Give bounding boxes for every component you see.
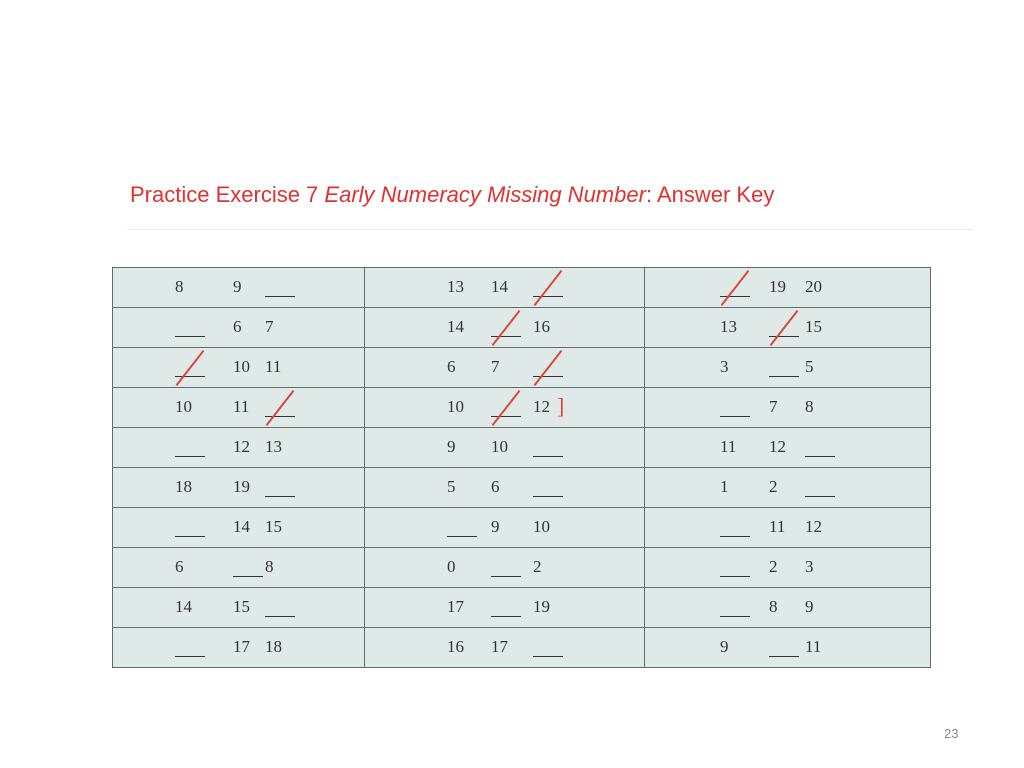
- answer-blank: [491, 576, 521, 577]
- title-prefix: Practice Exercise 7: [130, 182, 325, 207]
- answer-blank: [769, 376, 799, 377]
- table-cell: [113, 548, 365, 588]
- table-cell: [113, 348, 365, 388]
- sequence-cell: [113, 308, 364, 347]
- sequence-cell: [113, 348, 364, 387]
- table-cell: [645, 508, 931, 548]
- answer-blank: [769, 336, 799, 337]
- title-divider: [127, 229, 973, 230]
- sequence-number: 13: [265, 436, 282, 456]
- sequence-number: 10: [175, 396, 192, 416]
- answer-blank: [491, 336, 521, 337]
- answer-blank: [175, 456, 205, 457]
- correction-slash-mark: [721, 270, 750, 306]
- sequence-number: 9: [447, 436, 456, 456]
- table-cell: [645, 388, 931, 428]
- sequence-number: 10: [233, 356, 250, 376]
- sequence-number: 17: [233, 636, 250, 656]
- sequence-number: 14: [175, 596, 192, 616]
- answer-blank: [175, 656, 205, 657]
- sequence-number: 3: [805, 556, 814, 576]
- sequence-cell: [365, 468, 644, 507]
- table-row: [113, 508, 931, 548]
- sequence-cell: [645, 508, 930, 547]
- answer-blank: [720, 416, 750, 417]
- correction-slash-mark: [492, 390, 521, 426]
- sequence-number: 10: [491, 436, 508, 456]
- sequence-number: 11: [233, 396, 250, 416]
- answer-blank: [533, 456, 563, 457]
- table-cell: [645, 348, 931, 388]
- correction-slash-mark: [534, 350, 563, 386]
- sequence-cell: [365, 548, 644, 587]
- sequence-cell: [645, 588, 930, 627]
- sequence-number: 19: [533, 596, 550, 616]
- title-suffix: : Answer Key: [645, 182, 775, 207]
- table-row: [113, 548, 931, 588]
- sequence-number: 10: [533, 516, 550, 536]
- sequence-number: 15: [805, 316, 822, 336]
- answer-blank: [265, 496, 295, 497]
- table-cell: [113, 388, 365, 428]
- correction-slash-mark: [176, 350, 205, 386]
- sequence-number: 10: [447, 396, 464, 416]
- sequence-number: 6: [175, 556, 184, 576]
- sequence-number: 12: [533, 396, 550, 416]
- sequence-number: 7: [491, 356, 500, 376]
- sequence-number: 1: [720, 476, 729, 496]
- sequence-number: 12: [805, 516, 822, 536]
- answer-blank: [805, 456, 835, 457]
- title-italic: Early Numeracy Missing Number: [324, 182, 646, 207]
- table-cell: [113, 268, 365, 308]
- answer-blank: [533, 656, 563, 657]
- slide-title: [130, 182, 774, 208]
- table-cell: [365, 388, 645, 428]
- sequence-number: 5: [805, 356, 814, 376]
- sequence-number: 0: [447, 556, 456, 576]
- sequence-cell: [645, 308, 930, 347]
- sequence-number: 9: [805, 596, 814, 616]
- sequence-number: 18: [175, 476, 192, 496]
- sequence-number: 2: [769, 476, 778, 496]
- sequence-number: 7: [265, 316, 274, 336]
- answer-blank: [769, 656, 799, 657]
- table-row: [113, 628, 931, 668]
- sequence-cell: [113, 628, 364, 667]
- sequence-cell: [365, 588, 644, 627]
- table-row: [113, 428, 931, 468]
- sequence-number: 8: [805, 396, 814, 416]
- sequence-number: 17: [447, 596, 464, 616]
- sequence-cell: [645, 468, 930, 507]
- table-cell: [645, 308, 931, 348]
- sequence-number: 12: [769, 436, 786, 456]
- answer-blank: [265, 296, 295, 297]
- sequence-number: 19: [769, 276, 786, 296]
- table-cell: [113, 508, 365, 548]
- sequence-number: 8: [175, 276, 184, 296]
- answer-blank: [447, 536, 477, 537]
- answer-blank: [265, 616, 295, 617]
- sequence-cell: [365, 628, 644, 667]
- sequence-cell: [113, 268, 364, 307]
- page-number: 23: [944, 726, 959, 741]
- table-cell: [113, 308, 365, 348]
- sequence-number: 3: [720, 356, 729, 376]
- table-cell: [365, 548, 645, 588]
- table-cell: [365, 348, 645, 388]
- answer-blank: [805, 496, 835, 497]
- table-cell: [365, 588, 645, 628]
- sequence-number: 15: [265, 516, 282, 536]
- sequence-cell: [113, 388, 364, 427]
- answer-blank: [265, 416, 295, 417]
- answer-key-body: [113, 268, 931, 668]
- answer-blank: [175, 376, 205, 377]
- sequence-cell: [365, 388, 644, 427]
- answer-blank: [175, 336, 205, 337]
- table-cell: [365, 628, 645, 668]
- sequence-cell: [365, 508, 644, 547]
- answer-blank: [233, 576, 263, 577]
- answer-blank: [720, 536, 750, 537]
- table-row: [113, 388, 931, 428]
- sequence-number: 6: [233, 316, 242, 336]
- sequence-number: 9: [720, 636, 729, 656]
- sequence-cell: [645, 628, 930, 667]
- correction-bracket-mark: ]: [557, 393, 565, 419]
- sequence-number: 11: [805, 636, 822, 656]
- answer-blank: [491, 416, 521, 417]
- table-row: [113, 308, 931, 348]
- sequence-number: 2: [533, 556, 542, 576]
- sequence-number: 11: [265, 356, 282, 376]
- answer-blank: [533, 376, 563, 377]
- sequence-number: 16: [533, 316, 550, 336]
- sequence-number: 19: [233, 476, 250, 496]
- sequence-number: 13: [720, 316, 737, 336]
- answer-blank: [720, 296, 750, 297]
- table-cell: [645, 588, 931, 628]
- sequence-cell: [645, 348, 930, 387]
- sequence-cell: [645, 548, 930, 587]
- sequence-number: 17: [491, 636, 508, 656]
- sequence-cell: [113, 468, 364, 507]
- table-cell: [365, 428, 645, 468]
- sequence-number: 6: [491, 476, 500, 496]
- table-cell: [645, 628, 931, 668]
- table-cell: [645, 268, 931, 308]
- answer-blank: [491, 616, 521, 617]
- sequence-cell: [645, 428, 930, 467]
- sequence-number: 14: [233, 516, 250, 536]
- table-cell: [365, 468, 645, 508]
- answer-key-table: [112, 267, 931, 668]
- sequence-number: 18: [265, 636, 282, 656]
- table-cell: [113, 588, 365, 628]
- correction-slash-mark: [492, 310, 521, 346]
- sequence-number: 11: [769, 516, 786, 536]
- sequence-number: 8: [769, 596, 778, 616]
- sequence-number: 16: [447, 636, 464, 656]
- answer-blank: [533, 496, 563, 497]
- sequence-number: 11: [720, 436, 737, 456]
- sequence-number: 14: [491, 276, 508, 296]
- sequence-number: 14: [447, 316, 464, 336]
- sequence-cell: [113, 588, 364, 627]
- sequence-cell: [645, 388, 930, 427]
- sequence-cell: [365, 268, 644, 307]
- sequence-number: 6: [447, 356, 456, 376]
- answer-blank: [720, 616, 750, 617]
- table-row: [113, 468, 931, 508]
- correction-slash-mark: [770, 310, 799, 346]
- table-row: [113, 588, 931, 628]
- sequence-number: 9: [233, 276, 242, 296]
- answer-blank: [533, 296, 563, 297]
- sequence-number: 13: [447, 276, 464, 296]
- sequence-cell: [645, 268, 930, 307]
- sequence-number: 12: [233, 436, 250, 456]
- table-cell: [113, 628, 365, 668]
- sequence-number: 5: [447, 476, 456, 496]
- sequence-cell: [113, 508, 364, 547]
- sequence-cell: [365, 428, 644, 467]
- answer-blank: [720, 576, 750, 577]
- sequence-number: 8: [265, 556, 274, 576]
- answer-blank: [175, 536, 205, 537]
- table-row: [113, 348, 931, 388]
- sequence-cell: [113, 428, 364, 467]
- sequence-number: 2: [769, 556, 778, 576]
- table-cell: [113, 428, 365, 468]
- sequence-cell: [113, 548, 364, 587]
- table-cell: [645, 468, 931, 508]
- table-cell: [365, 308, 645, 348]
- sequence-cell: [365, 308, 644, 347]
- table-row: [113, 268, 931, 308]
- table-cell: [645, 428, 931, 468]
- sequence-number: 15: [233, 596, 250, 616]
- sequence-cell: [365, 348, 644, 387]
- table-cell: [365, 268, 645, 308]
- correction-slash-mark: [266, 390, 295, 426]
- sequence-number: 20: [805, 276, 822, 296]
- correction-slash-mark: [534, 270, 563, 306]
- sequence-number: 7: [769, 396, 778, 416]
- table-cell: [113, 468, 365, 508]
- table-cell: [645, 548, 931, 588]
- sequence-number: 9: [491, 516, 500, 536]
- table-cell: [365, 508, 645, 548]
